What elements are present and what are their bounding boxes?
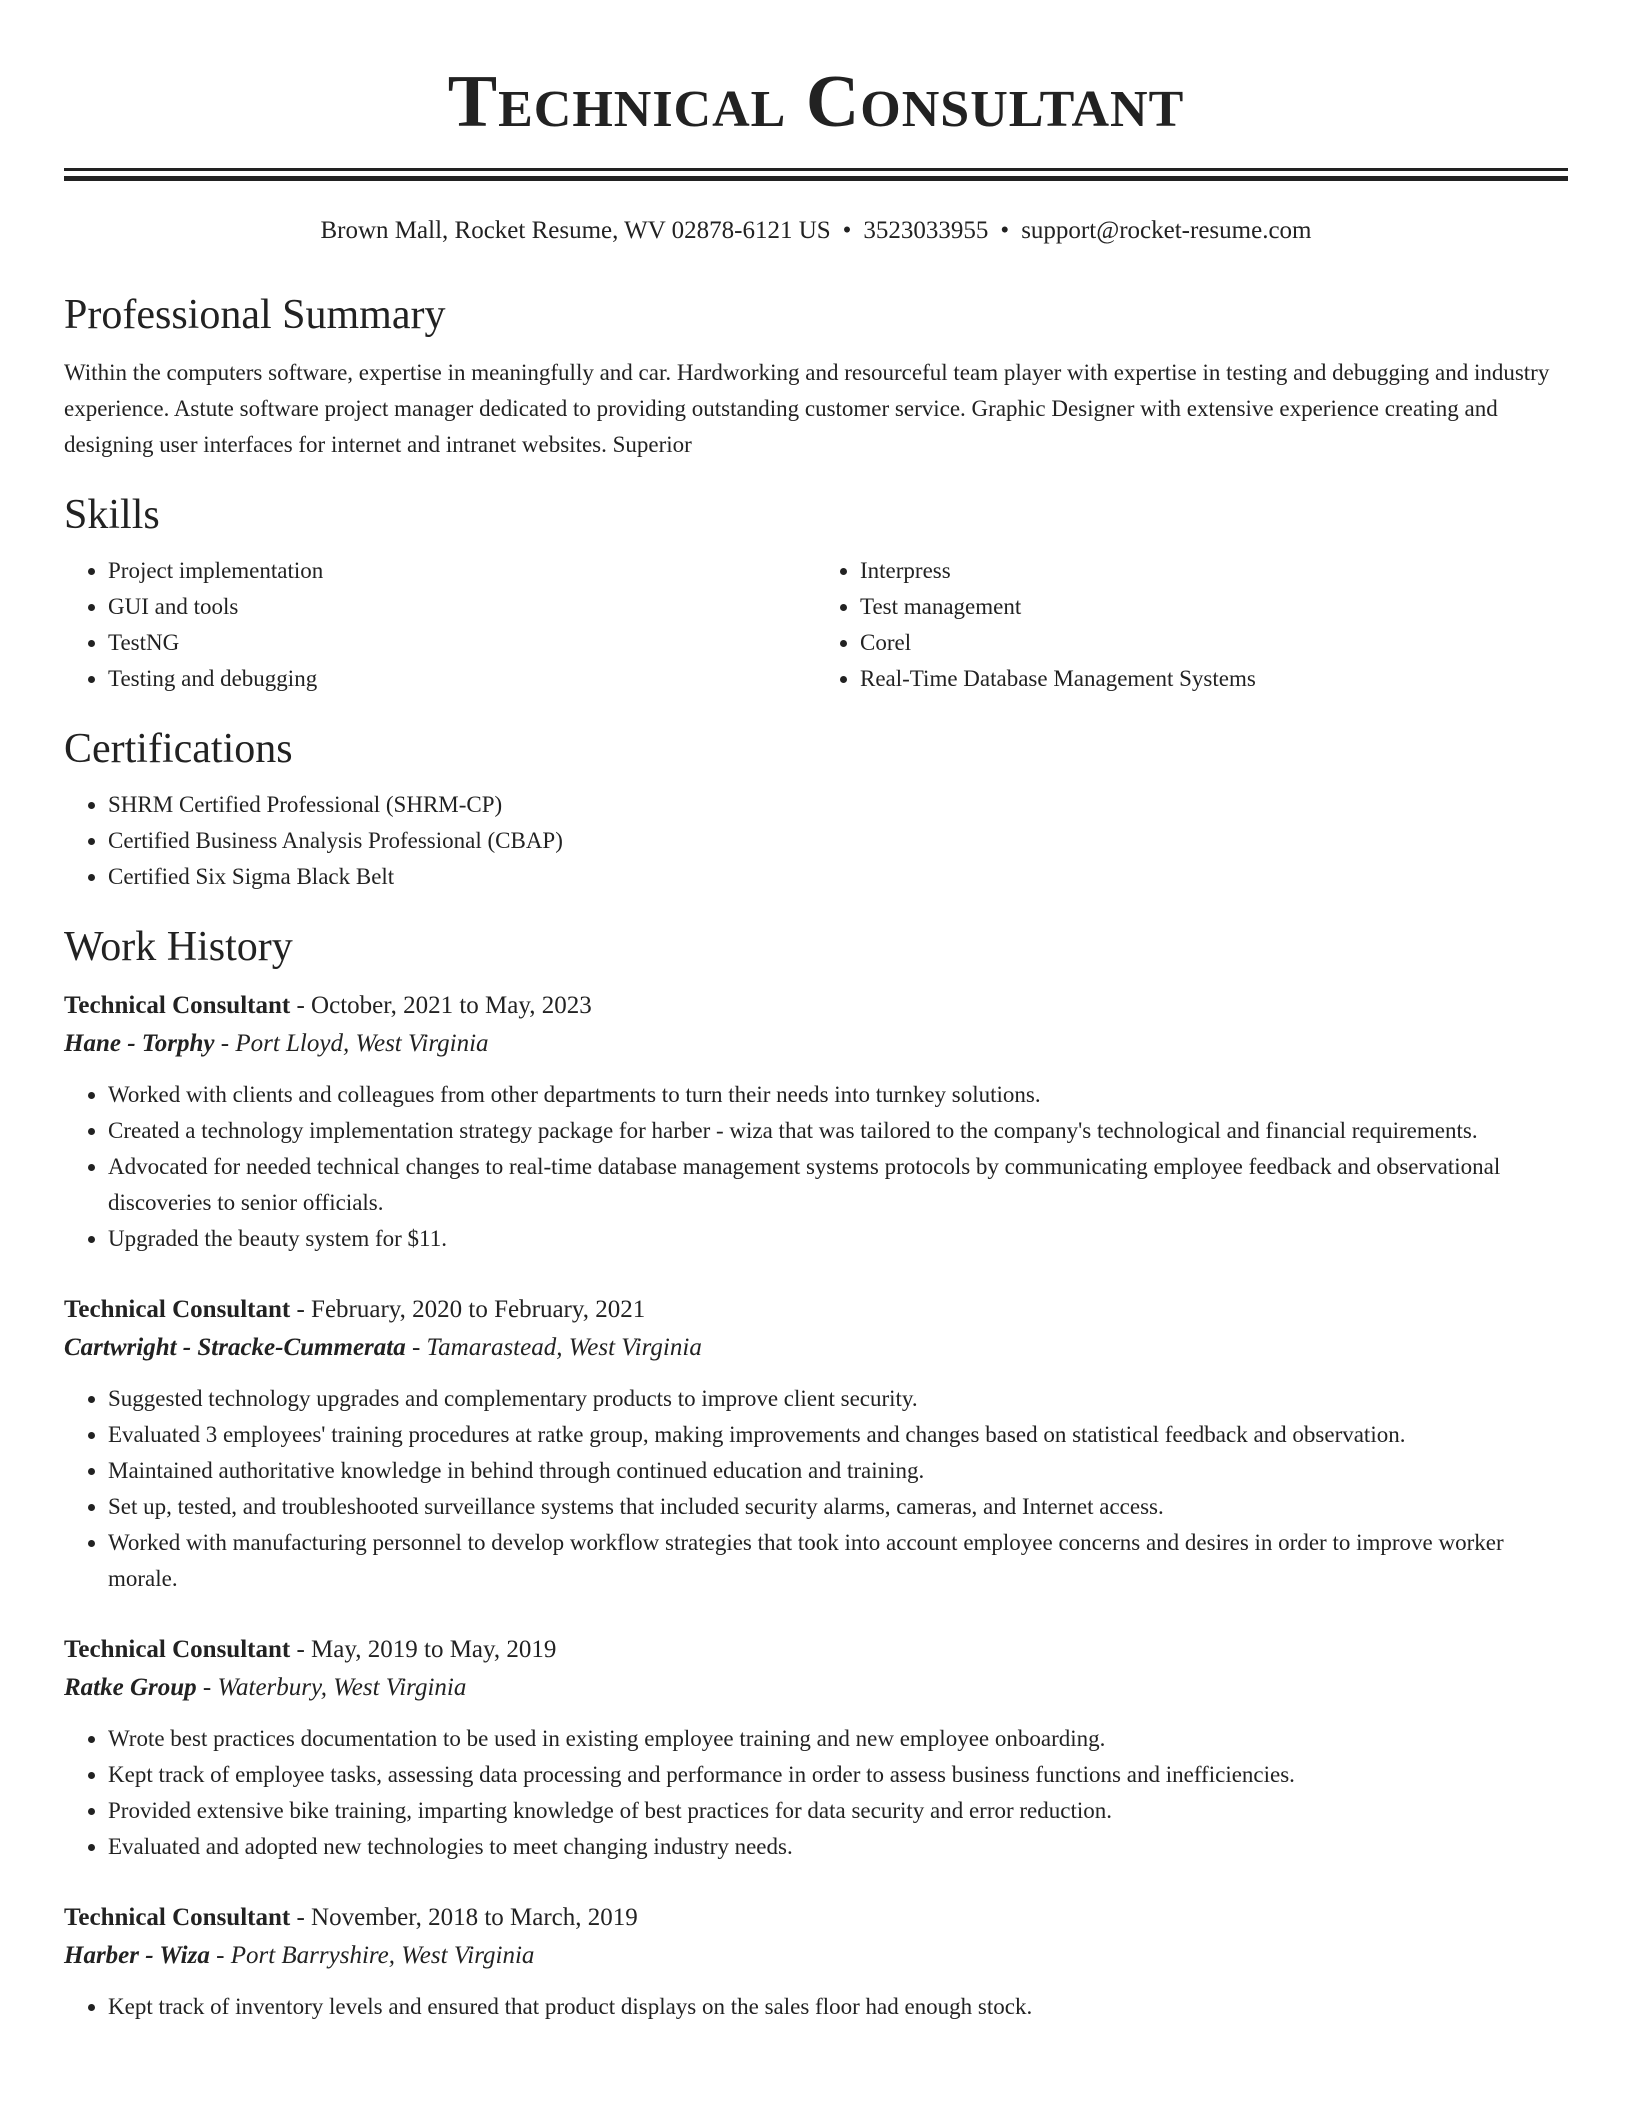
- job-location: Port Barryshire, West Virginia: [230, 1942, 535, 1969]
- section-title-work-history: Work History: [64, 924, 293, 970]
- job-location: Waterbury, West Virginia: [217, 1674, 467, 1701]
- job-role: Technical Consultant: [64, 1636, 291, 1663]
- section-title-summary: Professional Summary: [64, 292, 446, 338]
- job-company-line: [64, 1937, 1568, 1975]
- job-bullet: • Evaluated and adopted new technologies to meet changing industry needs.: [108, 1829, 1568, 1865]
- skill-item: • Testing and debugging: [108, 661, 816, 697]
- job-company-line: [64, 1329, 1568, 1367]
- job-dash: -: [196, 1674, 218, 1701]
- job-bullet: • Provided extensive bike training, imparting knowledge of best practices for data security and error reduction.: [108, 1793, 1568, 1829]
- job-bullet: • Wrote best practices documentation to be used in existing employee training and new employee onboarding.: [108, 1721, 1568, 1757]
- contact-address: Brown Mall, Rocket Resume, WV 02878-6121 US: [320, 217, 831, 244]
- job-bullet: • Evaluated 3 employees' training procedures at ratke group, making improvements and changes based on statistical feedback and observation.: [108, 1417, 1568, 1453]
- summary-text: Within the computers software, expertise in meaningfully and car. Hardworking and resourceful team player with expertise in testing and debugging and industry experience. Astute software project manager dedicated to providing outstanding customer service. Graphic Designer with extensive experience creating and designing user interfaces for internet and intranet websites. Superior: [64, 360, 1550, 457]
- header-rule-thin: [64, 168, 1568, 171]
- job-entry: [64, 987, 1568, 1257]
- job-dates: October, 2021 to May, 2023: [311, 992, 592, 1019]
- certification-item: • Certified Business Analysis Professional (CBAP): [108, 823, 1568, 859]
- job-title-line: [64, 1899, 1568, 1937]
- job-dash: -: [290, 1636, 312, 1663]
- job-location: Port Lloyd, West Virginia: [235, 1030, 489, 1057]
- job-role: Technical Consultant: [64, 1296, 291, 1323]
- job-title-line: [64, 1631, 1568, 1669]
- skill-item: • Project implementation: [108, 553, 816, 589]
- job-dash: -: [290, 1904, 312, 1931]
- contact-email: support@rocket-resume.com: [1021, 217, 1312, 244]
- job-bullet: • Created a technology implementation strategy package for harber - wiza that was tailored to the company's technological and financial requirements.: [108, 1113, 1568, 1149]
- skills-list-right: [816, 553, 1568, 697]
- job-bullet: • Suggested technology upgrades and complementary products to improve client security.: [108, 1381, 1568, 1417]
- job-title-line: [64, 1291, 1568, 1329]
- job-dash: -: [290, 992, 312, 1019]
- job-title-line: [64, 987, 1568, 1025]
- job-role: Technical Consultant: [64, 1904, 291, 1931]
- job-company-line: [64, 1025, 1568, 1063]
- job-company-line: [64, 1669, 1568, 1707]
- job-company: Hane - Torphy: [64, 1030, 215, 1057]
- job-bullet: • Kept track of employee tasks, assessing data processing and performance in order to assess business functions and inefficiencies.: [108, 1757, 1568, 1793]
- contact-line: [64, 215, 1568, 247]
- job-bullets: [64, 1989, 1568, 2025]
- contact-separator: •: [842, 217, 852, 244]
- certification-item: • SHRM Certified Professional (SHRM-CP): [108, 787, 1568, 823]
- contact-separator: •: [1000, 217, 1010, 244]
- job-role: Technical Consultant: [64, 992, 291, 1019]
- job-entry: [64, 1631, 1568, 1865]
- skill-item: • Real-Time Database Management Systems: [860, 661, 1568, 697]
- job-bullets: [64, 1381, 1568, 1597]
- job-dash: -: [405, 1334, 427, 1361]
- skills-columns: [64, 553, 1568, 697]
- job-bullet: • Kept track of inventory levels and ensured that product displays on the sales floor had enough stock.: [108, 1989, 1568, 2025]
- job-entry: [64, 1291, 1568, 1597]
- job-bullets: [64, 1077, 1568, 1257]
- job-entry: [64, 1899, 1568, 2025]
- job-dash: -: [290, 1296, 312, 1323]
- job-bullet: • Advocated for needed technical changes to real-time database management systems protocols by communicating employee feedback and observational discoveries to senior officials.: [108, 1149, 1568, 1221]
- job-company: Harber - Wiza: [64, 1942, 210, 1969]
- job-bullet: • Worked with clients and colleagues from other departments to turn their needs into turnkey solutions.: [108, 1077, 1568, 1113]
- skill-item: • Corel: [860, 625, 1568, 661]
- job-bullet: • Maintained authoritative knowledge in behind through continued education and training.: [108, 1453, 1568, 1489]
- skill-item: • TestNG: [108, 625, 816, 661]
- job-location: Tamarastead, West Virginia: [426, 1334, 702, 1361]
- header-rule-thick: [64, 176, 1568, 181]
- skill-item: • Test management: [860, 589, 1568, 625]
- job-bullet: • Upgraded the beauty system for $11.: [108, 1221, 1568, 1257]
- skill-item: • GUI and tools: [108, 589, 816, 625]
- job-dash: -: [214, 1030, 236, 1057]
- job-bullets: [64, 1721, 1568, 1865]
- contact-phone: 3523033955: [863, 217, 989, 244]
- certification-item: • Certified Six Sigma Black Belt: [108, 859, 1568, 895]
- job-bullet: • Set up, tested, and troubleshooted surveillance systems that included security alarms, cameras, and Internet access.: [108, 1489, 1568, 1525]
- section-title-certifications: Certifications: [64, 726, 293, 772]
- skill-item: • Interpress: [860, 553, 1568, 589]
- job-dates: November, 2018 to March, 2019: [311, 1904, 638, 1931]
- skills-list-left: [64, 553, 816, 697]
- job-dash: -: [209, 1942, 231, 1969]
- certifications-list: [64, 787, 1568, 895]
- job-company: Ratke Group: [64, 1674, 197, 1701]
- job-dates: February, 2020 to February, 2021: [311, 1296, 646, 1323]
- job-dates: May, 2019 to May, 2019: [311, 1636, 557, 1663]
- job-company: Cartwright - Stracke-Cummerata: [64, 1334, 406, 1361]
- resume-name: Technical Consultant: [447, 61, 1185, 143]
- section-title-skills: Skills: [64, 492, 160, 538]
- job-bullet: • Worked with manufacturing personnel to develop workflow strategies that took into account employee concerns and desires in order to improve worker morale.: [108, 1525, 1568, 1597]
